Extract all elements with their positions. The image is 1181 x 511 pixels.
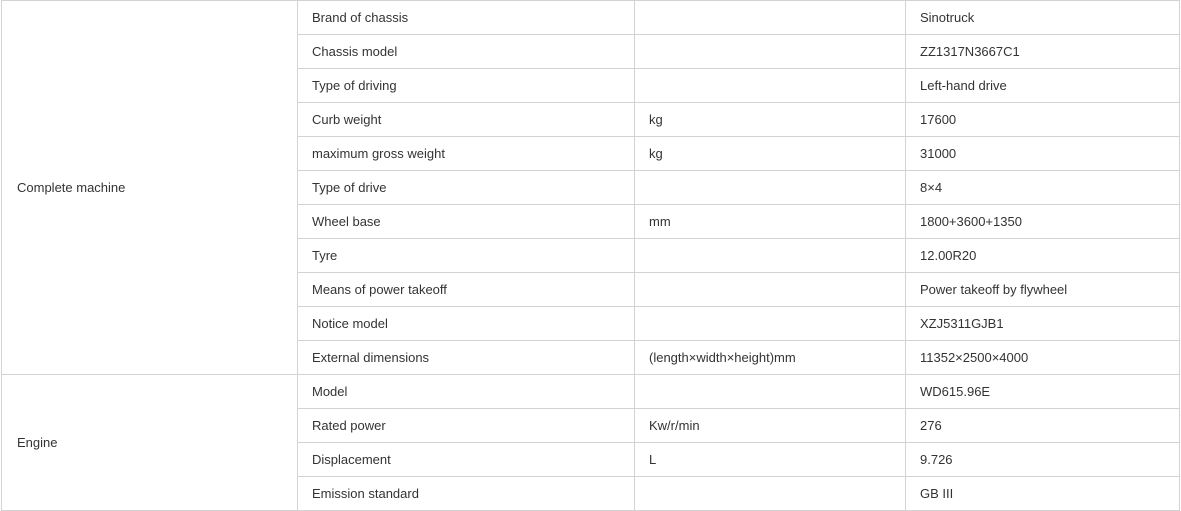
unit-cell: [635, 375, 906, 409]
unit-cell: kg: [635, 137, 906, 171]
value-cell: 12.00R20: [906, 239, 1180, 273]
value-cell: 17600: [906, 103, 1180, 137]
unit-cell: [635, 273, 906, 307]
unit-cell: [635, 69, 906, 103]
parameter-cell: Type of driving: [298, 69, 635, 103]
unit-cell: [635, 1, 906, 35]
unit-cell: Kw/r/min: [635, 409, 906, 443]
parameter-cell: External dimensions: [298, 341, 635, 375]
parameter-cell: Chassis model: [298, 35, 635, 69]
unit-cell: mm: [635, 205, 906, 239]
value-cell: XZJ5311GJB1: [906, 307, 1180, 341]
table-row: [2, 1, 1180, 35]
parameter-cell: Means of power takeoff: [298, 273, 635, 307]
value-cell: WD615.96E: [906, 375, 1180, 409]
group-cell-engine: Engine: [2, 375, 298, 511]
value-cell: 31000: [906, 137, 1180, 171]
specification-table: [1, 0, 1180, 511]
parameter-cell: Curb weight: [298, 103, 635, 137]
unit-cell: [635, 477, 906, 511]
value-cell: ZZ1317N3667C1: [906, 35, 1180, 69]
value-cell: 9.726: [906, 443, 1180, 477]
unit-cell: [635, 239, 906, 273]
value-cell: Power takeoff by flywheel: [906, 273, 1180, 307]
value-cell: Left-hand drive: [906, 69, 1180, 103]
parameter-cell: Tyre: [298, 239, 635, 273]
parameter-cell: Emission standard: [298, 477, 635, 511]
parameter-cell: maximum gross weight: [298, 137, 635, 171]
parameter-cell: Type of drive: [298, 171, 635, 205]
parameter-cell: Wheel base: [298, 205, 635, 239]
parameter-cell: Rated power: [298, 409, 635, 443]
value-cell: 276: [906, 409, 1180, 443]
value-cell: 8×4: [906, 171, 1180, 205]
unit-cell: kg: [635, 103, 906, 137]
value-cell: 1800+3600+1350: [906, 205, 1180, 239]
unit-cell: [635, 171, 906, 205]
parameter-cell: Displacement: [298, 443, 635, 477]
unit-cell: [635, 307, 906, 341]
specification-table-body: [2, 1, 1180, 511]
unit-cell: L: [635, 443, 906, 477]
unit-cell: (length×width×height)mm: [635, 341, 906, 375]
value-cell: Sinotruck: [906, 1, 1180, 35]
table-row: [2, 375, 1180, 409]
value-cell: GB III: [906, 477, 1180, 511]
parameter-cell: Brand of chassis: [298, 1, 635, 35]
parameter-cell: Model: [298, 375, 635, 409]
unit-cell: [635, 35, 906, 69]
value-cell: 11352×2500×4000: [906, 341, 1180, 375]
parameter-cell: Notice model: [298, 307, 635, 341]
group-cell-complete-machine: Complete machine: [2, 1, 298, 375]
